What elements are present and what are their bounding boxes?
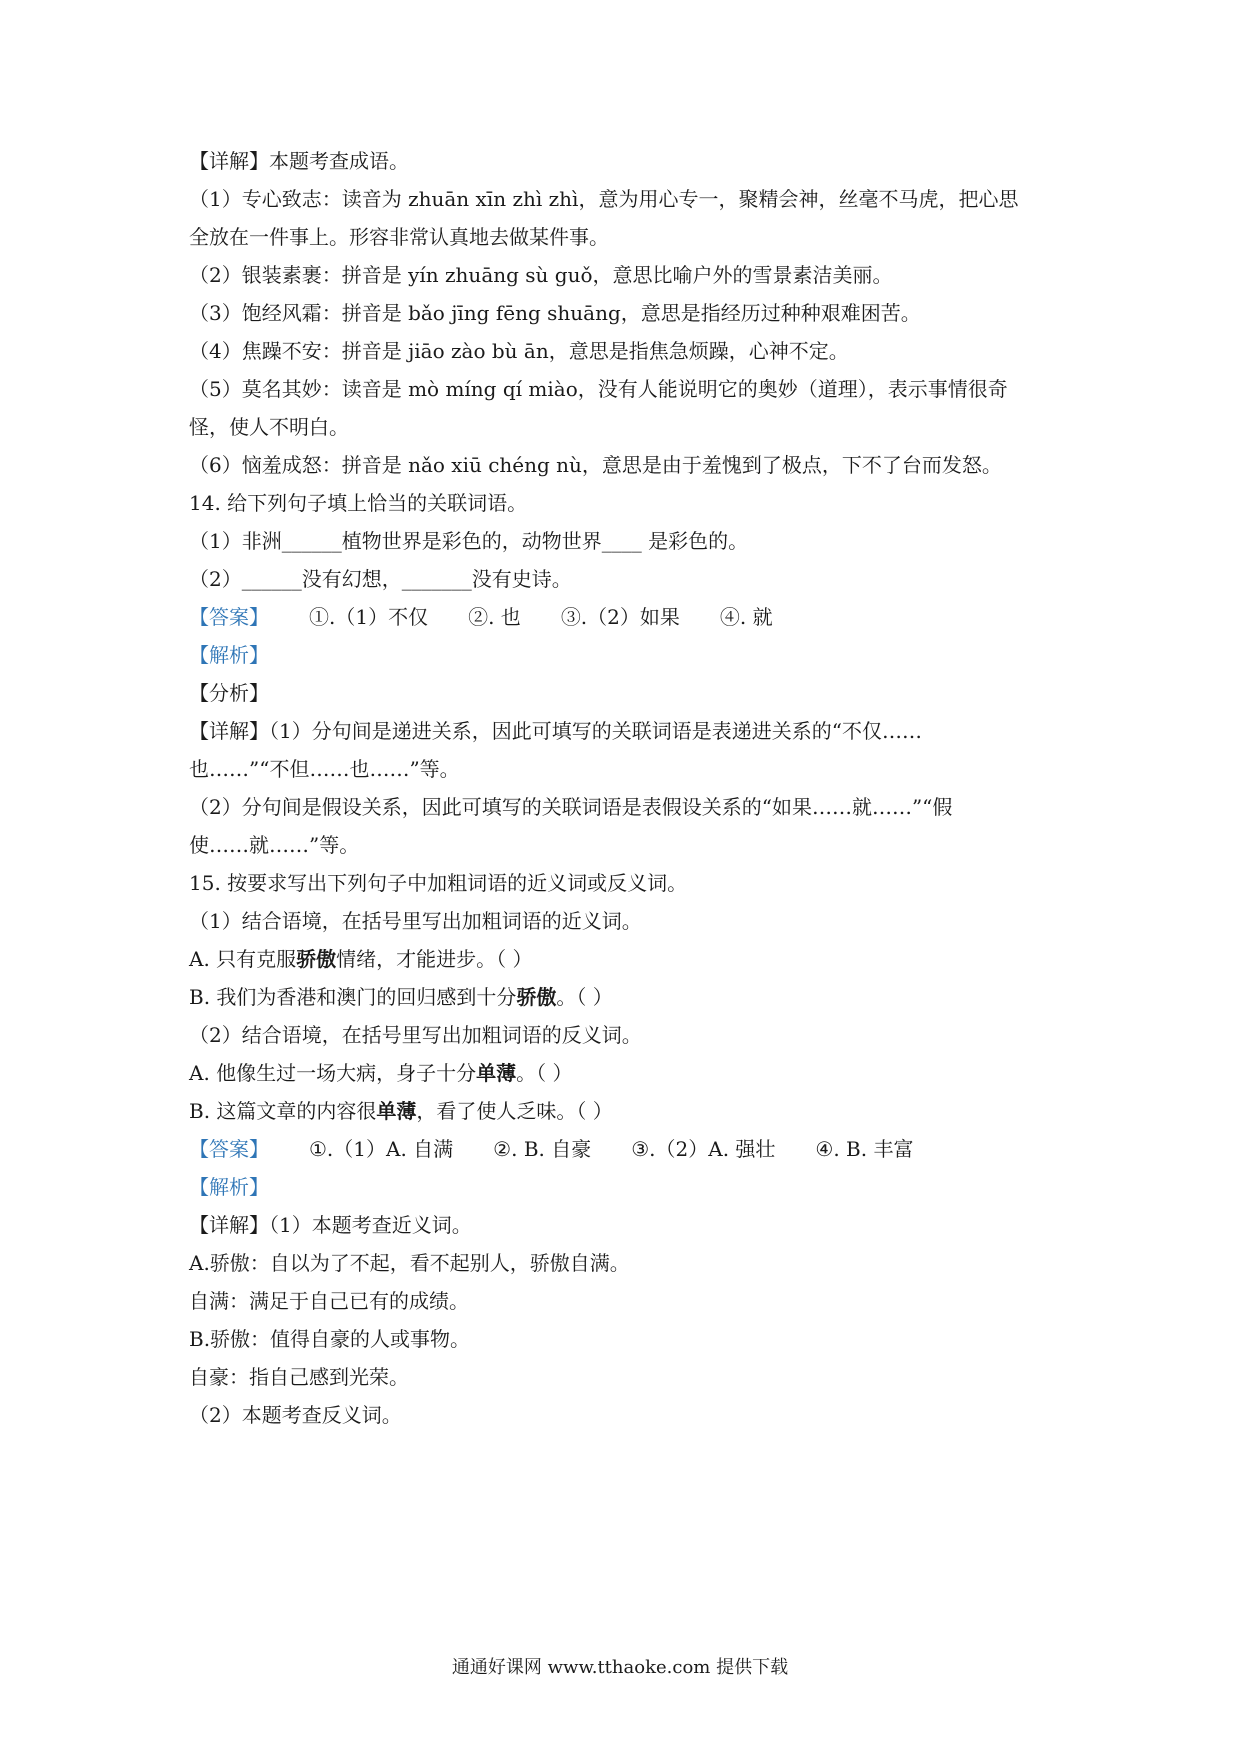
idiom-5-line-1: （5）莫名其妙：读音是 mò míng qí miào，没有人能说明它的奥妙（道理），表示事情很奇 bbox=[189, 377, 1008, 401]
question-15-part-2: （2）结合语境，在括号里写出加粗词语的反义词。 bbox=[189, 1023, 642, 1047]
question-14-detail-1-cont: 也……”“不但……也……”等。 bbox=[189, 757, 460, 781]
answer-option: ③.（2）如果 bbox=[560, 605, 680, 629]
question-15-answer-row bbox=[189, 1136, 913, 1162]
idiom-1-line-1: （1）专心致志：读音为 zhuān xīn zhì zhì，意为用心专一，聚精会神，丝毫不马虎，把心思 bbox=[189, 187, 1019, 211]
question-15-title: 15. 按要求写出下列句子中加粗词语的近义词或反义词。 bbox=[189, 871, 688, 895]
answer-option: ①.（1）不仅 bbox=[309, 605, 429, 629]
bold-word: 单薄 bbox=[476, 1061, 517, 1085]
fenxi-label: 【分析】 bbox=[189, 681, 269, 705]
question-14-detail-2-cont: 使……就……”等。 bbox=[189, 833, 360, 857]
question-15-part-1: （1）结合语境，在括号里写出加粗词语的近义词。 bbox=[189, 909, 642, 933]
definition-ziman: 自满：满足于自己已有的成绩。 bbox=[189, 1289, 469, 1313]
idiom-5-line-2: 怪，使人不明白。 bbox=[189, 415, 349, 439]
answer-option: ③.（2）A. 强壮 bbox=[631, 1137, 776, 1161]
idiom-6: （6）恼羞成怒：拼音是 nǎo xiū chéng nù，意思是由于羞愧到了极点，下不了台而发怒。 bbox=[189, 453, 1002, 477]
page-footer: 通通好课网 www.tthaoke.com 提供下载 bbox=[451, 1657, 789, 1678]
answer-option: ④. 就 bbox=[719, 605, 773, 629]
sentence-text: B. 我们为香港和澳门的回归感到十分 bbox=[189, 985, 517, 1009]
sentence-text: 情绪，才能进步。（ ） bbox=[336, 947, 533, 971]
question-14-detail-2: （2）分句间是假设关系，因此可填写的关联词语是表假设关系的“如果……就……”“假 bbox=[189, 795, 953, 819]
answer-option: ①.（1）A. 自满 bbox=[309, 1137, 454, 1161]
sentence-text: A. 他像生过一场大病，身子十分 bbox=[189, 1061, 477, 1085]
answer-option: ②. 也 bbox=[468, 605, 521, 629]
sentence-text: ，看了使人乏味。（ ） bbox=[416, 1099, 613, 1123]
bold-word: 骄傲 bbox=[516, 985, 557, 1009]
idiom-1-line-2: 全放在一件事上。形容非常认真地去做某件事。 bbox=[189, 225, 609, 249]
question-15-detail-heading: 【详解】（1）本题考查近义词。 bbox=[189, 1213, 472, 1237]
question-15-1a bbox=[189, 946, 533, 972]
idiom-3: （3）饱经风霜：拼音是 bǎo jīng fēng shuāng，意思是指经历过种种艰难困苦。 bbox=[189, 301, 921, 325]
question-15-part-2-detail: （2）本题考查反义词。 bbox=[189, 1403, 402, 1427]
question-15-1b bbox=[189, 984, 613, 1010]
detail-text: （1）分句间是递进关系，因此可填写的关联词语是表递进关系的“不仅…… bbox=[269, 719, 922, 743]
question-14-item-1: （1）非洲______植物世界是彩色的，动物世界____ 是彩色的。 bbox=[189, 529, 749, 553]
answer-option: ②. B. 自豪 bbox=[493, 1137, 592, 1161]
sentence-text: B. 这篇文章的内容很 bbox=[189, 1099, 377, 1123]
bold-word: 骄傲 bbox=[296, 947, 337, 971]
definition-b-jiaoao: B.骄傲：值得自豪的人或事物。 bbox=[189, 1327, 471, 1351]
sentence-text: A. 只有克服 bbox=[189, 947, 297, 971]
detail-heading-idioms: 【详解】本题考查成语。 bbox=[189, 149, 409, 173]
idiom-2: （2）银装素裹：拼音是 yín zhuāng sù guǒ，意思比喻户外的雪景素洁美丽。 bbox=[189, 263, 893, 287]
detail-prefix: 【详解】 bbox=[189, 719, 269, 743]
idiom-4: （4）焦躁不安：拼音是 jiāo zào bù ān，意思是指焦急烦躁，心神不定。 bbox=[189, 339, 849, 363]
question-15-2b bbox=[189, 1098, 613, 1124]
question-14-answer-row bbox=[189, 604, 773, 630]
answer-label: 【答案】 bbox=[189, 1137, 269, 1161]
question-14-title: 14. 给下列句子填上恰当的关联词语。 bbox=[189, 491, 528, 515]
bold-word: 单薄 bbox=[376, 1099, 417, 1123]
question-14-detail-1 bbox=[189, 718, 922, 744]
definition-a-jiaoao: A.骄傲：自以为了不起，看不起别人，骄傲自满。 bbox=[189, 1251, 630, 1275]
analysis-label: 【解析】 bbox=[189, 643, 269, 667]
question-15-2a bbox=[189, 1060, 573, 1086]
answer-option: ④. B. 丰富 bbox=[815, 1137, 914, 1161]
question-14-item-2: （2）______没有幻想，_______没有史诗。 bbox=[189, 567, 572, 591]
analysis-label: 【解析】 bbox=[189, 1175, 269, 1199]
sentence-text: 。（ ） bbox=[516, 1061, 573, 1085]
answer-label: 【答案】 bbox=[189, 605, 269, 629]
definition-zihao: 自豪：指自己感到光荣。 bbox=[189, 1365, 409, 1389]
sentence-text: 。（ ） bbox=[556, 985, 613, 1009]
